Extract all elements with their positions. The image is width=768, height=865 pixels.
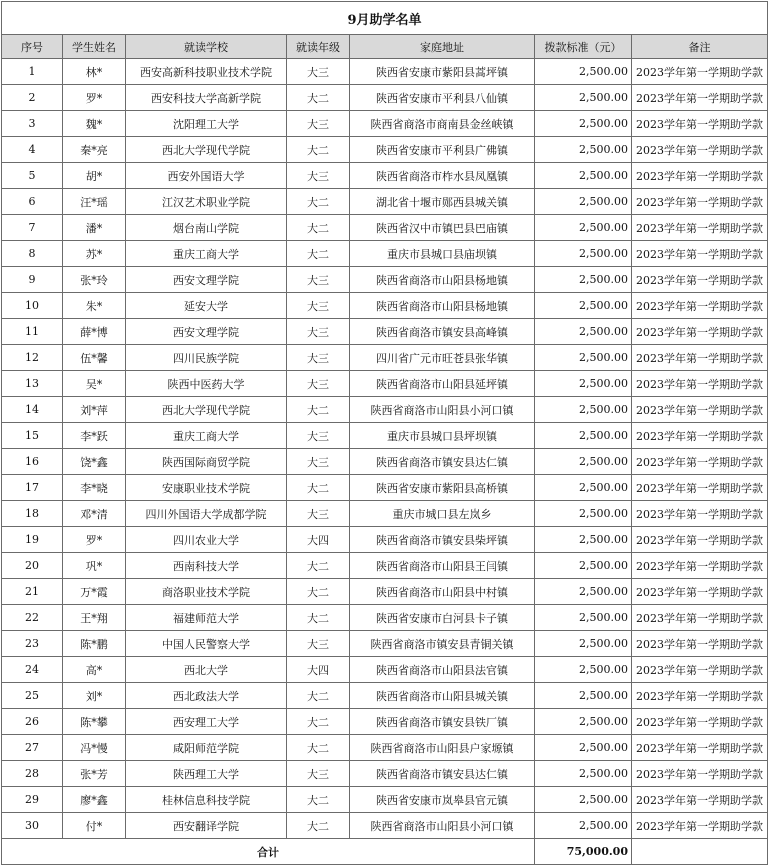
cell-amount: 2,500.00 — [535, 527, 632, 553]
cell-grade: 大二 — [287, 813, 350, 839]
cell-name: 冯*慢 — [63, 735, 126, 761]
cell-seq: 6 — [2, 189, 63, 215]
cell-grade: 大四 — [287, 527, 350, 553]
cell-amount: 2,500.00 — [535, 787, 632, 813]
table-row — [2, 163, 768, 189]
cell-name: 李*跃 — [63, 423, 126, 449]
cell-grade: 大三 — [287, 293, 350, 319]
cell-grade: 大二 — [287, 85, 350, 111]
cell-amount: 2,500.00 — [535, 371, 632, 397]
cell-address: 陕西省商洛市镇安县柴坪镇 — [350, 527, 535, 553]
cell-amount: 2,500.00 — [535, 397, 632, 423]
cell-grade: 大二 — [287, 215, 350, 241]
table-row — [2, 293, 768, 319]
cell-address: 陕西省商洛市山阳县户家塬镇 — [350, 735, 535, 761]
cell-remark: 2023学年第一学期助学款 — [632, 475, 768, 501]
cell-school: 西南科技大学 — [126, 553, 287, 579]
cell-grade: 大二 — [287, 709, 350, 735]
cell-remark: 2023学年第一学期助学款 — [632, 553, 768, 579]
cell-amount: 2,500.00 — [535, 345, 632, 371]
cell-address: 陕西省商洛市柞水县凤凰镇 — [350, 163, 535, 189]
cell-address: 陕西省商洛市商南县金丝峡镇 — [350, 111, 535, 137]
cell-name: 陈*鹏 — [63, 631, 126, 657]
cell-amount: 2,500.00 — [535, 137, 632, 163]
cell-remark: 2023学年第一学期助学款 — [632, 397, 768, 423]
cell-name: 苏* — [63, 241, 126, 267]
header-school: 就读学校 — [126, 35, 287, 59]
cell-school: 重庆工商大学 — [126, 241, 287, 267]
cell-address: 陕西省商洛市山阳县小河口镇 — [350, 813, 535, 839]
cell-address: 陕西省安康市紫阳县高桥镇 — [350, 475, 535, 501]
cell-school: 西北大学现代学院 — [126, 137, 287, 163]
cell-seq: 17 — [2, 475, 63, 501]
cell-school: 延安大学 — [126, 293, 287, 319]
cell-remark: 2023学年第一学期助学款 — [632, 241, 768, 267]
total-row — [2, 839, 768, 865]
cell-remark: 2023学年第一学期助学款 — [632, 501, 768, 527]
cell-remark: 2023学年第一学期助学款 — [632, 657, 768, 683]
header-remark: 备注 — [632, 35, 768, 59]
cell-remark: 2023学年第一学期助学款 — [632, 787, 768, 813]
cell-grade: 大三 — [287, 631, 350, 657]
cell-grade: 大二 — [287, 475, 350, 501]
cell-school: 陕西国际商贸学院 — [126, 449, 287, 475]
table-row — [2, 111, 768, 137]
cell-remark: 2023学年第一学期助学款 — [632, 137, 768, 163]
cell-amount: 2,500.00 — [535, 631, 632, 657]
cell-seq: 29 — [2, 787, 63, 813]
cell-remark: 2023学年第一学期助学款 — [632, 85, 768, 111]
cell-grade: 大二 — [287, 787, 350, 813]
header-grade: 就读年级 — [287, 35, 350, 59]
cell-name: 张*芳 — [63, 761, 126, 787]
cell-remark: 2023学年第一学期助学款 — [632, 423, 768, 449]
cell-remark: 2023学年第一学期助学款 — [632, 267, 768, 293]
cell-amount: 2,500.00 — [535, 293, 632, 319]
cell-seq: 13 — [2, 371, 63, 397]
total-amount: 75,000.00 — [535, 839, 632, 865]
total-label: 合计 — [2, 839, 535, 865]
cell-name: 陈*攀 — [63, 709, 126, 735]
table-row — [2, 423, 768, 449]
cell-amount: 2,500.00 — [535, 215, 632, 241]
table-row — [2, 189, 768, 215]
title-row — [2, 2, 768, 35]
table-row — [2, 527, 768, 553]
cell-seq: 3 — [2, 111, 63, 137]
cell-remark: 2023学年第一学期助学款 — [632, 215, 768, 241]
cell-name: 张*玲 — [63, 267, 126, 293]
cell-school: 西安外国语大学 — [126, 163, 287, 189]
cell-school: 烟台南山学院 — [126, 215, 287, 241]
cell-remark: 2023学年第一学期助学款 — [632, 813, 768, 839]
table-row — [2, 761, 768, 787]
cell-remark: 2023学年第一学期助学款 — [632, 111, 768, 137]
cell-name: 林* — [63, 59, 126, 85]
cell-amount: 2,500.00 — [535, 267, 632, 293]
cell-name: 罗* — [63, 527, 126, 553]
cell-school: 四川农业大学 — [126, 527, 287, 553]
cell-seq: 14 — [2, 397, 63, 423]
cell-address: 湖北省十堰市郧西县城关镇 — [350, 189, 535, 215]
cell-school: 西北大学现代学院 — [126, 397, 287, 423]
cell-school: 陕西中医药大学 — [126, 371, 287, 397]
cell-seq: 11 — [2, 319, 63, 345]
cell-grade: 大三 — [287, 761, 350, 787]
table-row — [2, 241, 768, 267]
cell-address: 陕西省安康市平利县广佛镇 — [350, 137, 535, 163]
cell-remark: 2023学年第一学期助学款 — [632, 449, 768, 475]
cell-seq: 20 — [2, 553, 63, 579]
cell-seq: 12 — [2, 345, 63, 371]
cell-address: 陕西省安康市紫阳县蒿坪镇 — [350, 59, 535, 85]
cell-remark: 2023学年第一学期助学款 — [632, 293, 768, 319]
cell-amount: 2,500.00 — [535, 111, 632, 137]
cell-address: 陕西省商洛市山阳县法官镇 — [350, 657, 535, 683]
cell-school: 陕西理工大学 — [126, 761, 287, 787]
cell-school: 安康职业技术学院 — [126, 475, 287, 501]
table-row — [2, 501, 768, 527]
cell-address: 重庆市城口县左岚乡 — [350, 501, 535, 527]
table-row — [2, 605, 768, 631]
cell-school: 四川外国语大学成都学院 — [126, 501, 287, 527]
cell-name: 刘*萍 — [63, 397, 126, 423]
cell-remark: 2023学年第一学期助学款 — [632, 189, 768, 215]
cell-grade: 大二 — [287, 553, 350, 579]
cell-school: 西安高新科技职业技术学院 — [126, 59, 287, 85]
cell-address: 陕西省商洛市镇安县高峰镇 — [350, 319, 535, 345]
cell-address: 陕西省商洛市山阳县王闫镇 — [350, 553, 535, 579]
table-row — [2, 709, 768, 735]
cell-seq: 19 — [2, 527, 63, 553]
cell-amount: 2,500.00 — [535, 449, 632, 475]
cell-remark: 2023学年第一学期助学款 — [632, 709, 768, 735]
cell-school: 四川民族学院 — [126, 345, 287, 371]
cell-grade: 大二 — [287, 683, 350, 709]
cell-name: 高* — [63, 657, 126, 683]
cell-grade: 大三 — [287, 449, 350, 475]
cell-grade: 大三 — [287, 345, 350, 371]
header-amount: 拨款标准（元） — [535, 35, 632, 59]
cell-address: 重庆市县城口县庙坝镇 — [350, 241, 535, 267]
table-row — [2, 813, 768, 839]
cell-amount: 2,500.00 — [535, 423, 632, 449]
cell-school: 江汉艺术职业学院 — [126, 189, 287, 215]
cell-address: 陕西省商洛市山阳县延坪镇 — [350, 371, 535, 397]
table-row — [2, 85, 768, 111]
cell-remark: 2023学年第一学期助学款 — [632, 59, 768, 85]
cell-address: 陕西省商洛市山阳县杨地镇 — [350, 293, 535, 319]
cell-school: 西北大学 — [126, 657, 287, 683]
cell-address: 陕西省安康市平利县八仙镇 — [350, 85, 535, 111]
cell-name: 刘* — [63, 683, 126, 709]
cell-amount: 2,500.00 — [535, 709, 632, 735]
cell-grade: 大二 — [287, 137, 350, 163]
cell-amount: 2,500.00 — [535, 319, 632, 345]
cell-remark: 2023学年第一学期助学款 — [632, 683, 768, 709]
aid-list-table — [1, 1, 768, 865]
cell-grade: 大三 — [287, 267, 350, 293]
cell-name: 魏* — [63, 111, 126, 137]
cell-address: 陕西省汉中市镇巴县巴庙镇 — [350, 215, 535, 241]
cell-seq: 24 — [2, 657, 63, 683]
cell-amount: 2,500.00 — [535, 813, 632, 839]
cell-name: 秦*亮 — [63, 137, 126, 163]
cell-seq: 9 — [2, 267, 63, 293]
cell-grade: 大三 — [287, 111, 350, 137]
cell-remark: 2023学年第一学期助学款 — [632, 631, 768, 657]
cell-school: 福建师范大学 — [126, 605, 287, 631]
cell-address: 陕西省安康市白河县卡子镇 — [350, 605, 535, 631]
cell-grade: 大三 — [287, 319, 350, 345]
cell-amount: 2,500.00 — [535, 657, 632, 683]
header-row — [2, 35, 768, 59]
cell-remark: 2023学年第一学期助学款 — [632, 163, 768, 189]
cell-amount: 2,500.00 — [535, 761, 632, 787]
cell-address: 陕西省商洛市山阳县杨地镇 — [350, 267, 535, 293]
table-row — [2, 631, 768, 657]
cell-school: 西安文理学院 — [126, 319, 287, 345]
cell-name: 付* — [63, 813, 126, 839]
cell-seq: 26 — [2, 709, 63, 735]
cell-school: 西北政法大学 — [126, 683, 287, 709]
cell-name: 胡* — [63, 163, 126, 189]
cell-address: 陕西省商洛市山阳县小河口镇 — [350, 397, 535, 423]
cell-name: 潘* — [63, 215, 126, 241]
cell-name: 王*翔 — [63, 605, 126, 631]
cell-name: 吴* — [63, 371, 126, 397]
cell-seq: 28 — [2, 761, 63, 787]
table-row — [2, 735, 768, 761]
cell-amount: 2,500.00 — [535, 189, 632, 215]
cell-amount: 2,500.00 — [535, 579, 632, 605]
table-row — [2, 371, 768, 397]
cell-grade: 大二 — [287, 189, 350, 215]
cell-address: 四川省广元市旺苍县张华镇 — [350, 345, 535, 371]
cell-remark: 2023学年第一学期助学款 — [632, 345, 768, 371]
cell-address: 陕西省商洛市山阳县中村镇 — [350, 579, 535, 605]
cell-amount: 2,500.00 — [535, 59, 632, 85]
cell-address: 陕西省商洛市镇安县达仁镇 — [350, 449, 535, 475]
cell-grade: 大二 — [287, 241, 350, 267]
cell-name: 罗* — [63, 85, 126, 111]
cell-name: 万*霞 — [63, 579, 126, 605]
table-row — [2, 59, 768, 85]
cell-name: 饶*鑫 — [63, 449, 126, 475]
cell-name: 李*晓 — [63, 475, 126, 501]
cell-address: 陕西省商洛市山阳县城关镇 — [350, 683, 535, 709]
header-seq: 序号 — [2, 35, 63, 59]
cell-school: 商洛职业技术学院 — [126, 579, 287, 605]
cell-grade: 大二 — [287, 735, 350, 761]
table-row — [2, 787, 768, 813]
cell-remark: 2023学年第一学期助学款 — [632, 579, 768, 605]
cell-seq: 21 — [2, 579, 63, 605]
table-row — [2, 215, 768, 241]
cell-amount: 2,500.00 — [535, 605, 632, 631]
table-row — [2, 657, 768, 683]
cell-amount: 2,500.00 — [535, 553, 632, 579]
cell-school: 桂林信息科技学院 — [126, 787, 287, 813]
cell-remark: 2023学年第一学期助学款 — [632, 319, 768, 345]
cell-seq: 8 — [2, 241, 63, 267]
cell-grade: 大二 — [287, 397, 350, 423]
cell-grade: 大三 — [287, 163, 350, 189]
cell-address: 陕西省商洛市镇安县达仁镇 — [350, 761, 535, 787]
cell-name: 廖*鑫 — [63, 787, 126, 813]
total-remark — [632, 839, 768, 865]
cell-grade: 大二 — [287, 605, 350, 631]
cell-grade: 大二 — [287, 579, 350, 605]
table-row — [2, 475, 768, 501]
cell-seq: 4 — [2, 137, 63, 163]
cell-seq: 25 — [2, 683, 63, 709]
cell-amount: 2,500.00 — [535, 475, 632, 501]
cell-address: 陕西省安康市岚皋县官元镇 — [350, 787, 535, 813]
cell-name: 巩* — [63, 553, 126, 579]
cell-seq: 18 — [2, 501, 63, 527]
cell-grade: 大三 — [287, 371, 350, 397]
page-title: 9月助学名单 — [2, 2, 768, 35]
cell-school: 中国人民警察大学 — [126, 631, 287, 657]
cell-name: 伍*馨 — [63, 345, 126, 371]
cell-name: 汪*瑶 — [63, 189, 126, 215]
table-row — [2, 397, 768, 423]
cell-remark: 2023学年第一学期助学款 — [632, 761, 768, 787]
cell-seq: 7 — [2, 215, 63, 241]
cell-grade: 大三 — [287, 59, 350, 85]
cell-name: 邓*清 — [63, 501, 126, 527]
table-row — [2, 553, 768, 579]
table-row — [2, 319, 768, 345]
cell-seq: 2 — [2, 85, 63, 111]
cell-grade: 大三 — [287, 501, 350, 527]
cell-seq: 27 — [2, 735, 63, 761]
cell-seq: 30 — [2, 813, 63, 839]
cell-school: 咸阳师范学院 — [126, 735, 287, 761]
cell-amount: 2,500.00 — [535, 241, 632, 267]
cell-remark: 2023学年第一学期助学款 — [632, 527, 768, 553]
cell-school: 重庆工商大学 — [126, 423, 287, 449]
cell-address: 陕西省商洛市镇安县青铜关镇 — [350, 631, 535, 657]
table-row — [2, 449, 768, 475]
cell-grade: 大四 — [287, 657, 350, 683]
cell-seq: 10 — [2, 293, 63, 319]
cell-seq: 22 — [2, 605, 63, 631]
cell-seq: 16 — [2, 449, 63, 475]
cell-amount: 2,500.00 — [535, 85, 632, 111]
table-row — [2, 137, 768, 163]
cell-remark: 2023学年第一学期助学款 — [632, 735, 768, 761]
cell-address: 重庆市县城口县坪坝镇 — [350, 423, 535, 449]
cell-amount: 2,500.00 — [535, 735, 632, 761]
cell-school: 西安科技大学高新学院 — [126, 85, 287, 111]
cell-address: 陕西省商洛市镇安县铁厂镇 — [350, 709, 535, 735]
cell-name: 薛*博 — [63, 319, 126, 345]
table-row — [2, 579, 768, 605]
cell-remark: 2023学年第一学期助学款 — [632, 371, 768, 397]
cell-seq: 23 — [2, 631, 63, 657]
cell-school: 沈阳理工大学 — [126, 111, 287, 137]
header-name: 学生姓名 — [63, 35, 126, 59]
table-row — [2, 267, 768, 293]
cell-name: 朱* — [63, 293, 126, 319]
cell-school: 西安文理学院 — [126, 267, 287, 293]
cell-seq: 5 — [2, 163, 63, 189]
table-row — [2, 683, 768, 709]
header-address: 家庭地址 — [350, 35, 535, 59]
cell-seq: 15 — [2, 423, 63, 449]
cell-grade: 大三 — [287, 423, 350, 449]
cell-amount: 2,500.00 — [535, 683, 632, 709]
cell-school: 西安理工大学 — [126, 709, 287, 735]
cell-amount: 2,500.00 — [535, 163, 632, 189]
cell-school: 西安翻译学院 — [126, 813, 287, 839]
table-row — [2, 345, 768, 371]
cell-remark: 2023学年第一学期助学款 — [632, 605, 768, 631]
cell-amount: 2,500.00 — [535, 501, 632, 527]
cell-seq: 1 — [2, 59, 63, 85]
